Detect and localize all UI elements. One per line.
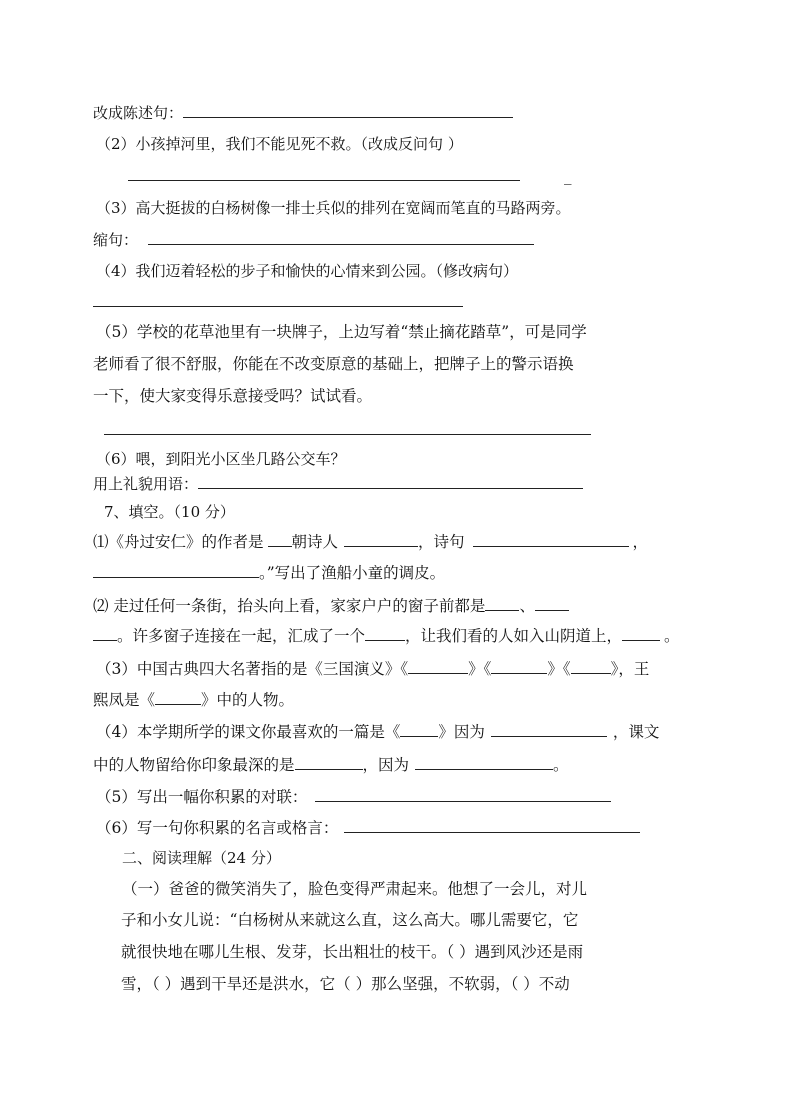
answer-blank[interactable]: [93, 626, 117, 641]
answer-blank[interactable]: [415, 755, 553, 770]
answer-blank[interactable]: [473, 532, 629, 547]
passage-line-1: （一）爸爸的微笑消失了，脸色变得严肃起来。他想了一会儿，对儿: [122, 880, 588, 898]
question-6: （6）喂，到阳光小区坐几路公交车？: [96, 450, 346, 468]
answer-blank[interactable]: [622, 626, 660, 641]
answer-blank[interactable]: [365, 626, 405, 641]
fill-6-line: （6）写一句你积累的名言或格言：: [96, 818, 640, 838]
question-3: （3）高大挺拔的白杨树像一排士兵似的排列在宽阔而笔直的马路两旁。: [96, 199, 571, 217]
rewrite-declarative-line: 改成陈述句：: [93, 103, 513, 123]
answer-blank[interactable]: [155, 690, 201, 705]
section-7-heading: 7、填空。（10 分）: [104, 503, 235, 521]
answer-blank[interactable]: [485, 596, 519, 611]
passage-line-3: 就很快地在哪儿生根、发芽，长出粗壮的枝干。（ ）遇到风沙还是雨: [121, 943, 584, 961]
answer-blank[interactable]: [344, 532, 418, 547]
fill-4-line-2: 中的人物留给你印象最深的是 ，因为 。: [93, 756, 569, 774]
passage-line-2: 子和小女儿说：“白杨树从来就这么直，这么高大。哪儿需要它，它: [121, 911, 579, 929]
answer-blank[interactable]: [491, 659, 547, 674]
answer-blank[interactable]: [148, 230, 534, 245]
question-5-line-2: 老师看了很不舒服，你能在不改变原意的基础上，把牌子上的警示语换: [93, 355, 574, 373]
fill-4-line-1: （4）本学期所学的课文你最喜欢的一篇是《 》因为 ，课文: [96, 723, 660, 741]
fill-5-line: （5）写出一幅你积累的对联：: [96, 787, 611, 807]
answer-blank[interactable]: [491, 722, 607, 737]
answer-blank[interactable]: [344, 818, 640, 833]
answer-blank[interactable]: [268, 532, 292, 547]
question-5-line-3: 一下，使大家变得乐意接受吗？试试看。: [93, 387, 373, 405]
answer-blank[interactable]: [408, 659, 468, 674]
fill-2-line-1: ⑵ 走过任何一条街，抬头向上看，家家户户的窗子前都是 、: [93, 596, 569, 616]
passage-line-4: 雪，（ ）遇到干旱还是洪水，它（ ）那么坚强，不软弱，（ ）不动: [121, 975, 570, 993]
answer-blank[interactable]: [295, 755, 363, 770]
answer-blank[interactable]: [198, 474, 583, 489]
fill-2-line-2: 。许多窗子连接在一起，汇成了一个 ，让我们看的人如入山阴道上， 。: [93, 626, 680, 646]
section-reading-heading: 二、阅读理解（24 分）: [122, 849, 281, 867]
answer-line[interactable]: [128, 180, 520, 181]
answer-blank[interactable]: [571, 659, 611, 674]
condense-line: 缩句：: [93, 230, 534, 250]
answer-blank[interactable]: [535, 596, 569, 611]
fill-3-line-2: 熙凤是《 》中的人物。: [93, 691, 295, 709]
answer-line[interactable]: [93, 306, 463, 307]
answer-blank[interactable]: [93, 563, 259, 578]
dash-mark: _: [564, 167, 572, 185]
fill-1-line-1: ⑴《舟过安仁》的作者是 朝诗人 ，诗句 ，: [93, 533, 649, 551]
question-4: （4）我们迈着轻松的步子和愉快的心情来到公园。（修改病句）: [96, 262, 519, 280]
polite-language-line: 用上礼貌用语：: [93, 474, 583, 494]
answer-blank[interactable]: [400, 722, 438, 737]
question-5-line-1: （5）学校的花草池里有一块牌子，上边写着“禁止摘花踏草”，可是同学: [96, 323, 587, 341]
answer-blank[interactable]: [183, 103, 513, 118]
answer-blank[interactable]: [315, 787, 611, 802]
answer-line[interactable]: [104, 434, 591, 435]
fill-1-line-2: 。”写出了渔船小童的调皮。: [93, 563, 445, 583]
fill-3-line-1: （3）中国古典四大名著指的是《三国演义》《 》《 》《 》，王: [96, 660, 650, 678]
question-2: （2）小孩掉河里，我们不能见死不救。（改成反问句 ）: [96, 135, 463, 153]
